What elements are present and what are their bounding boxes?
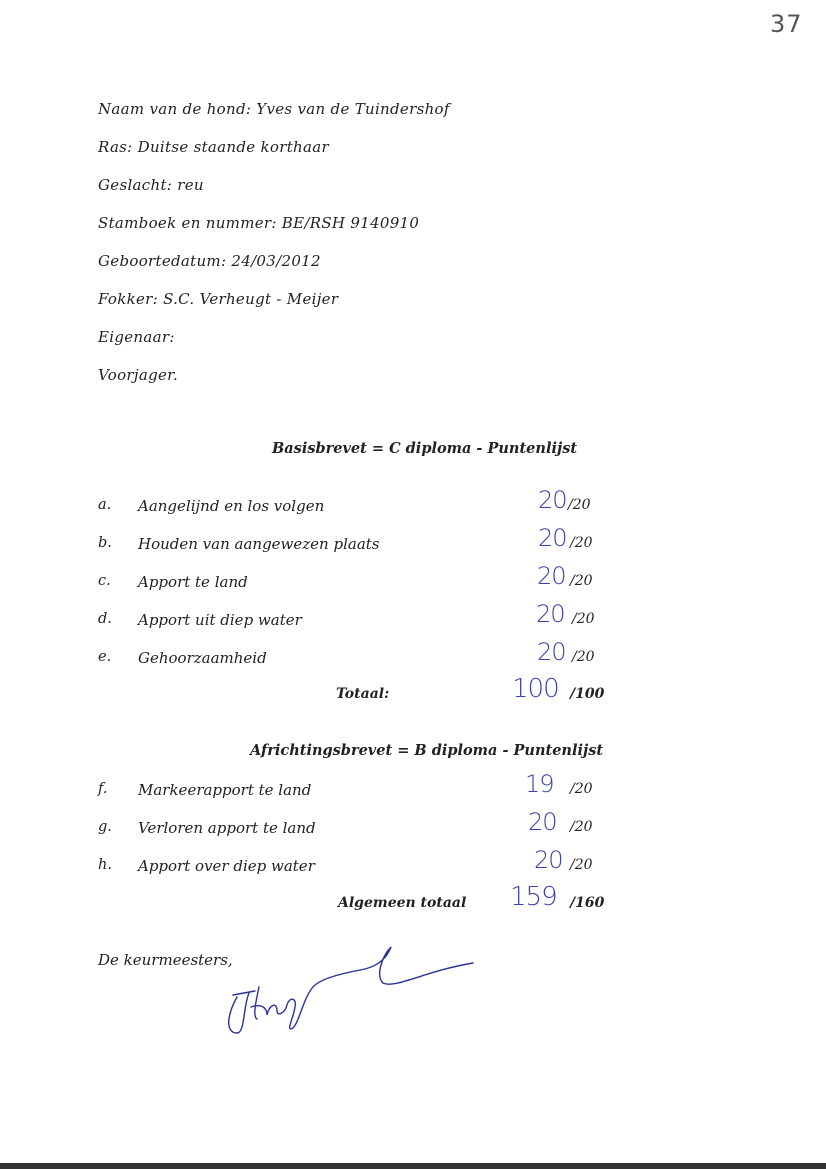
field-label: Geboortedatum:: [98, 252, 227, 270]
total-score-handwritten: 159: [510, 882, 557, 912]
field-breed: [98, 138, 329, 156]
redaction-owner: [180, 326, 325, 348]
row-label: Apport over diep water: [138, 857, 315, 875]
row-letter: a.: [98, 497, 112, 513]
total-score-handwritten: 100: [512, 674, 559, 704]
field-label: Eigenaar:: [98, 328, 175, 346]
field-value: Duitse staande korthaar: [137, 138, 329, 156]
redaction-handler: [180, 364, 325, 386]
field-value: BE/RSH 9140910: [281, 214, 420, 232]
row-label: Aangelijnd en los volgen: [138, 497, 325, 515]
score-handwritten: 20: [538, 486, 567, 514]
field-dog-name: [98, 100, 450, 118]
score-max: /20: [572, 611, 595, 627]
bottom-rule: [0, 1163, 826, 1169]
field-handler: [98, 366, 178, 384]
field-value: reu: [177, 176, 204, 194]
score-handwritten: 19: [525, 770, 554, 798]
field-sex: [98, 176, 204, 194]
closing-text: De keurmeesters,: [98, 951, 233, 969]
score-max: /20: [570, 781, 593, 797]
score-handwritten: 20: [537, 562, 566, 590]
field-label: Geslacht:: [98, 176, 173, 194]
section-basis-title: Basisbrevet = C diploma - Puntenlijst: [272, 440, 578, 457]
row-label: Houden van aangewezen plaats: [138, 535, 380, 553]
field-registry: [98, 214, 419, 232]
score-max: /20: [570, 819, 593, 835]
total-max: /100: [570, 686, 605, 702]
total-label: Totaal:: [336, 686, 390, 702]
field-value: 24/03/2012: [231, 252, 321, 270]
score-handwritten: 20: [534, 846, 563, 874]
page-number: 37: [770, 10, 803, 38]
row-label: Apport te land: [138, 573, 248, 591]
total-max: /160: [570, 895, 605, 911]
score-max: /20: [570, 573, 593, 589]
field-label: Voorjager.: [98, 366, 179, 384]
score-handwritten: 20: [538, 524, 567, 552]
score-max: /20: [570, 857, 593, 873]
row-letter: f.: [98, 781, 108, 797]
row-label: Markeerapport te land: [138, 781, 312, 799]
total-label: Algemeen totaal: [338, 895, 467, 911]
field-label: Fokker:: [98, 290, 158, 308]
signature-icon: [215, 935, 485, 1045]
row-label: Verloren apport te land: [138, 819, 316, 837]
score-handwritten: 20: [536, 600, 565, 628]
score-max: /20: [570, 535, 593, 551]
row-letter: c.: [98, 573, 111, 589]
score-handwritten: 20: [537, 638, 566, 666]
field-birthdate: [98, 252, 321, 270]
row-letter: h.: [98, 857, 112, 873]
score-max: /20: [568, 497, 591, 513]
row-letter: b.: [98, 535, 112, 551]
row-label: Gehoorzaamheid: [138, 649, 267, 667]
field-value: S.C. Verheugt - Meijer: [163, 290, 339, 308]
row-letter: e.: [98, 649, 112, 665]
row-letter: g.: [98, 819, 112, 835]
row-label: Apport uit diep water: [138, 611, 302, 629]
score-handwritten: 20: [528, 808, 557, 836]
field-owner: [98, 328, 175, 346]
score-max: /20: [572, 649, 595, 665]
field-value: Yves van de Tuindershof: [256, 100, 450, 118]
row-letter: d.: [98, 611, 112, 627]
field-label: Stamboek en nummer:: [98, 214, 277, 232]
field-label: Naam van de hond:: [98, 100, 252, 118]
section-africhting-title: Africhtingsbrevet = B diploma - Puntenlijst: [250, 742, 604, 759]
field-breeder: [98, 290, 338, 308]
field-label: Ras:: [98, 138, 133, 156]
